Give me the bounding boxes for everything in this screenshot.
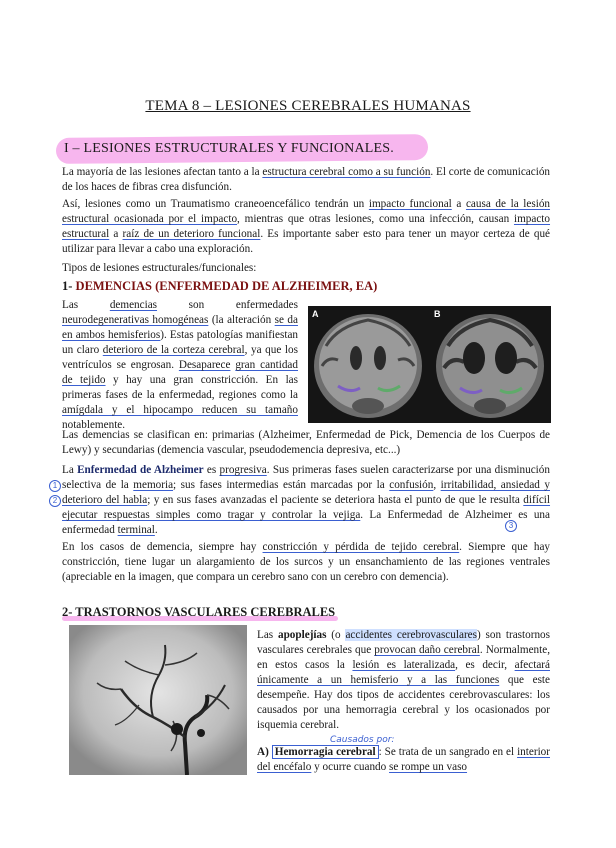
vascular-heading: 2- TRASTORNOS VASCULARES CEREBRALES (62, 605, 336, 619)
types-label: Tipos de lesiones estructurales/funcionales: (62, 262, 257, 274)
brain-mri-image (308, 306, 551, 423)
paragraph-apoplexy: Las apoplejías (o accidentes cerebrovasculares) son trastornos vasculares cerebrales que provocan daño cerebral. Normalmente, en estos casos la lesión es lateralizada, es decir, afectará únicamente a un hemisferio y a las funciones que este desempeñe. Hay dos tipos de accidentes cerebrovasculares: los causados por una hemorragia cerebral y los ocasionados por isquemia cerebral. (257, 629, 551, 731)
annotation-number-2: 2 (49, 495, 61, 507)
section-heading-text: I – LESIONES ESTRUCTURALES Y FUNCIONALES. (64, 141, 394, 156)
dementia-heading: 1- DEMENCIAS (ENFERMEDAD DE ALZHEIMER, EA) (62, 279, 378, 293)
annotation-number-1: 1 (49, 480, 61, 492)
angiogram-figure (69, 625, 247, 775)
paragraph-dementia-types: Las demencias se clasifican en: primarias (Alzheimer, Enfermedad de Pick, Demencia de los Cuerpos de Lewy) y secundarias (demencia vascular, pseudodemencia depresiva, etc...) (62, 429, 550, 456)
paragraph-trauma: Así, lesiones como un Traumatismo craneoencefálico tendrán un impacto funcional a causa de la lesión estructural ocasionada por el impacto, mientras que otras lesiones, como una infección, causan impacto estructural a raíz de un deterioro funcional. Es importante saber esto para tener un mayor certeza de qué utilizar para llevar a cabo una exploración. (62, 198, 551, 255)
figure-label-a: A (312, 309, 319, 319)
figure-label-b: B (434, 309, 441, 319)
paragraph-dementia: Las demencias son enfermedades neurodegenerativas homogéneas (la alteración se da en ambos hemisferios). Estas patologías manifiestan un claro deterioro de la corteza cerebral, ya que los ventrículos se engrosan. Desaparece gran cantidad de tejido y hay una gran constricción. En las primeras fases de la enfermedad, regiones como la amígdala y el hipocampo reducen su tamaño notablemente. (62, 299, 299, 431)
paragraph-hemorrhage: A) Hemorragia cerebral : Se trata de un sangrado en el interior del encéfalo y ocurre cuando se rompe un vaso (257, 746, 550, 773)
paragraph-constriction: En los casos de demencia, siempre hay constricción y pérdida de tejido cerebral. Siempre que hay constricción, tiene lugar un alargamiento de los surcos y un ensanchamiento de las regiones ventrales (apreciable en la imagen, que compara un cerebro sano con un cerebro con demencia). (62, 541, 551, 583)
section-heading-1 (56, 134, 428, 164)
paragraph-intro: La mayoría de las lesiones afectan tanto a la estructura cerebral como a su función. El corte de comunicación de los haces de fibras crea disfunción. (62, 166, 551, 193)
page-title: TEMA 8 – LESIONES CEREBRALES HUMANAS (145, 98, 471, 114)
angiogram-image (69, 625, 247, 775)
paragraph-alzheimer: La Enfermedad de Alzheimer es progresiva. Sus primeras fases suelen caracterizarse por una disminución selectiva de la memoria; sus fases intermedias están marcadas por la confusión, irritabilidad, ansiedad y deterioro del habla; y en sus fases avanzadas el paciente se deteriora hasta el punto de que le resulta difícil ejecutar respuestas simples como tragar y controlar la vejiga. La Enfermedad de Alzheimer es una enfermedad terminal. (62, 464, 551, 536)
brain-mri-figure (308, 306, 551, 423)
handwritten-note: Causados por: (330, 735, 395, 745)
annotation-number-3: 3 (505, 520, 517, 532)
